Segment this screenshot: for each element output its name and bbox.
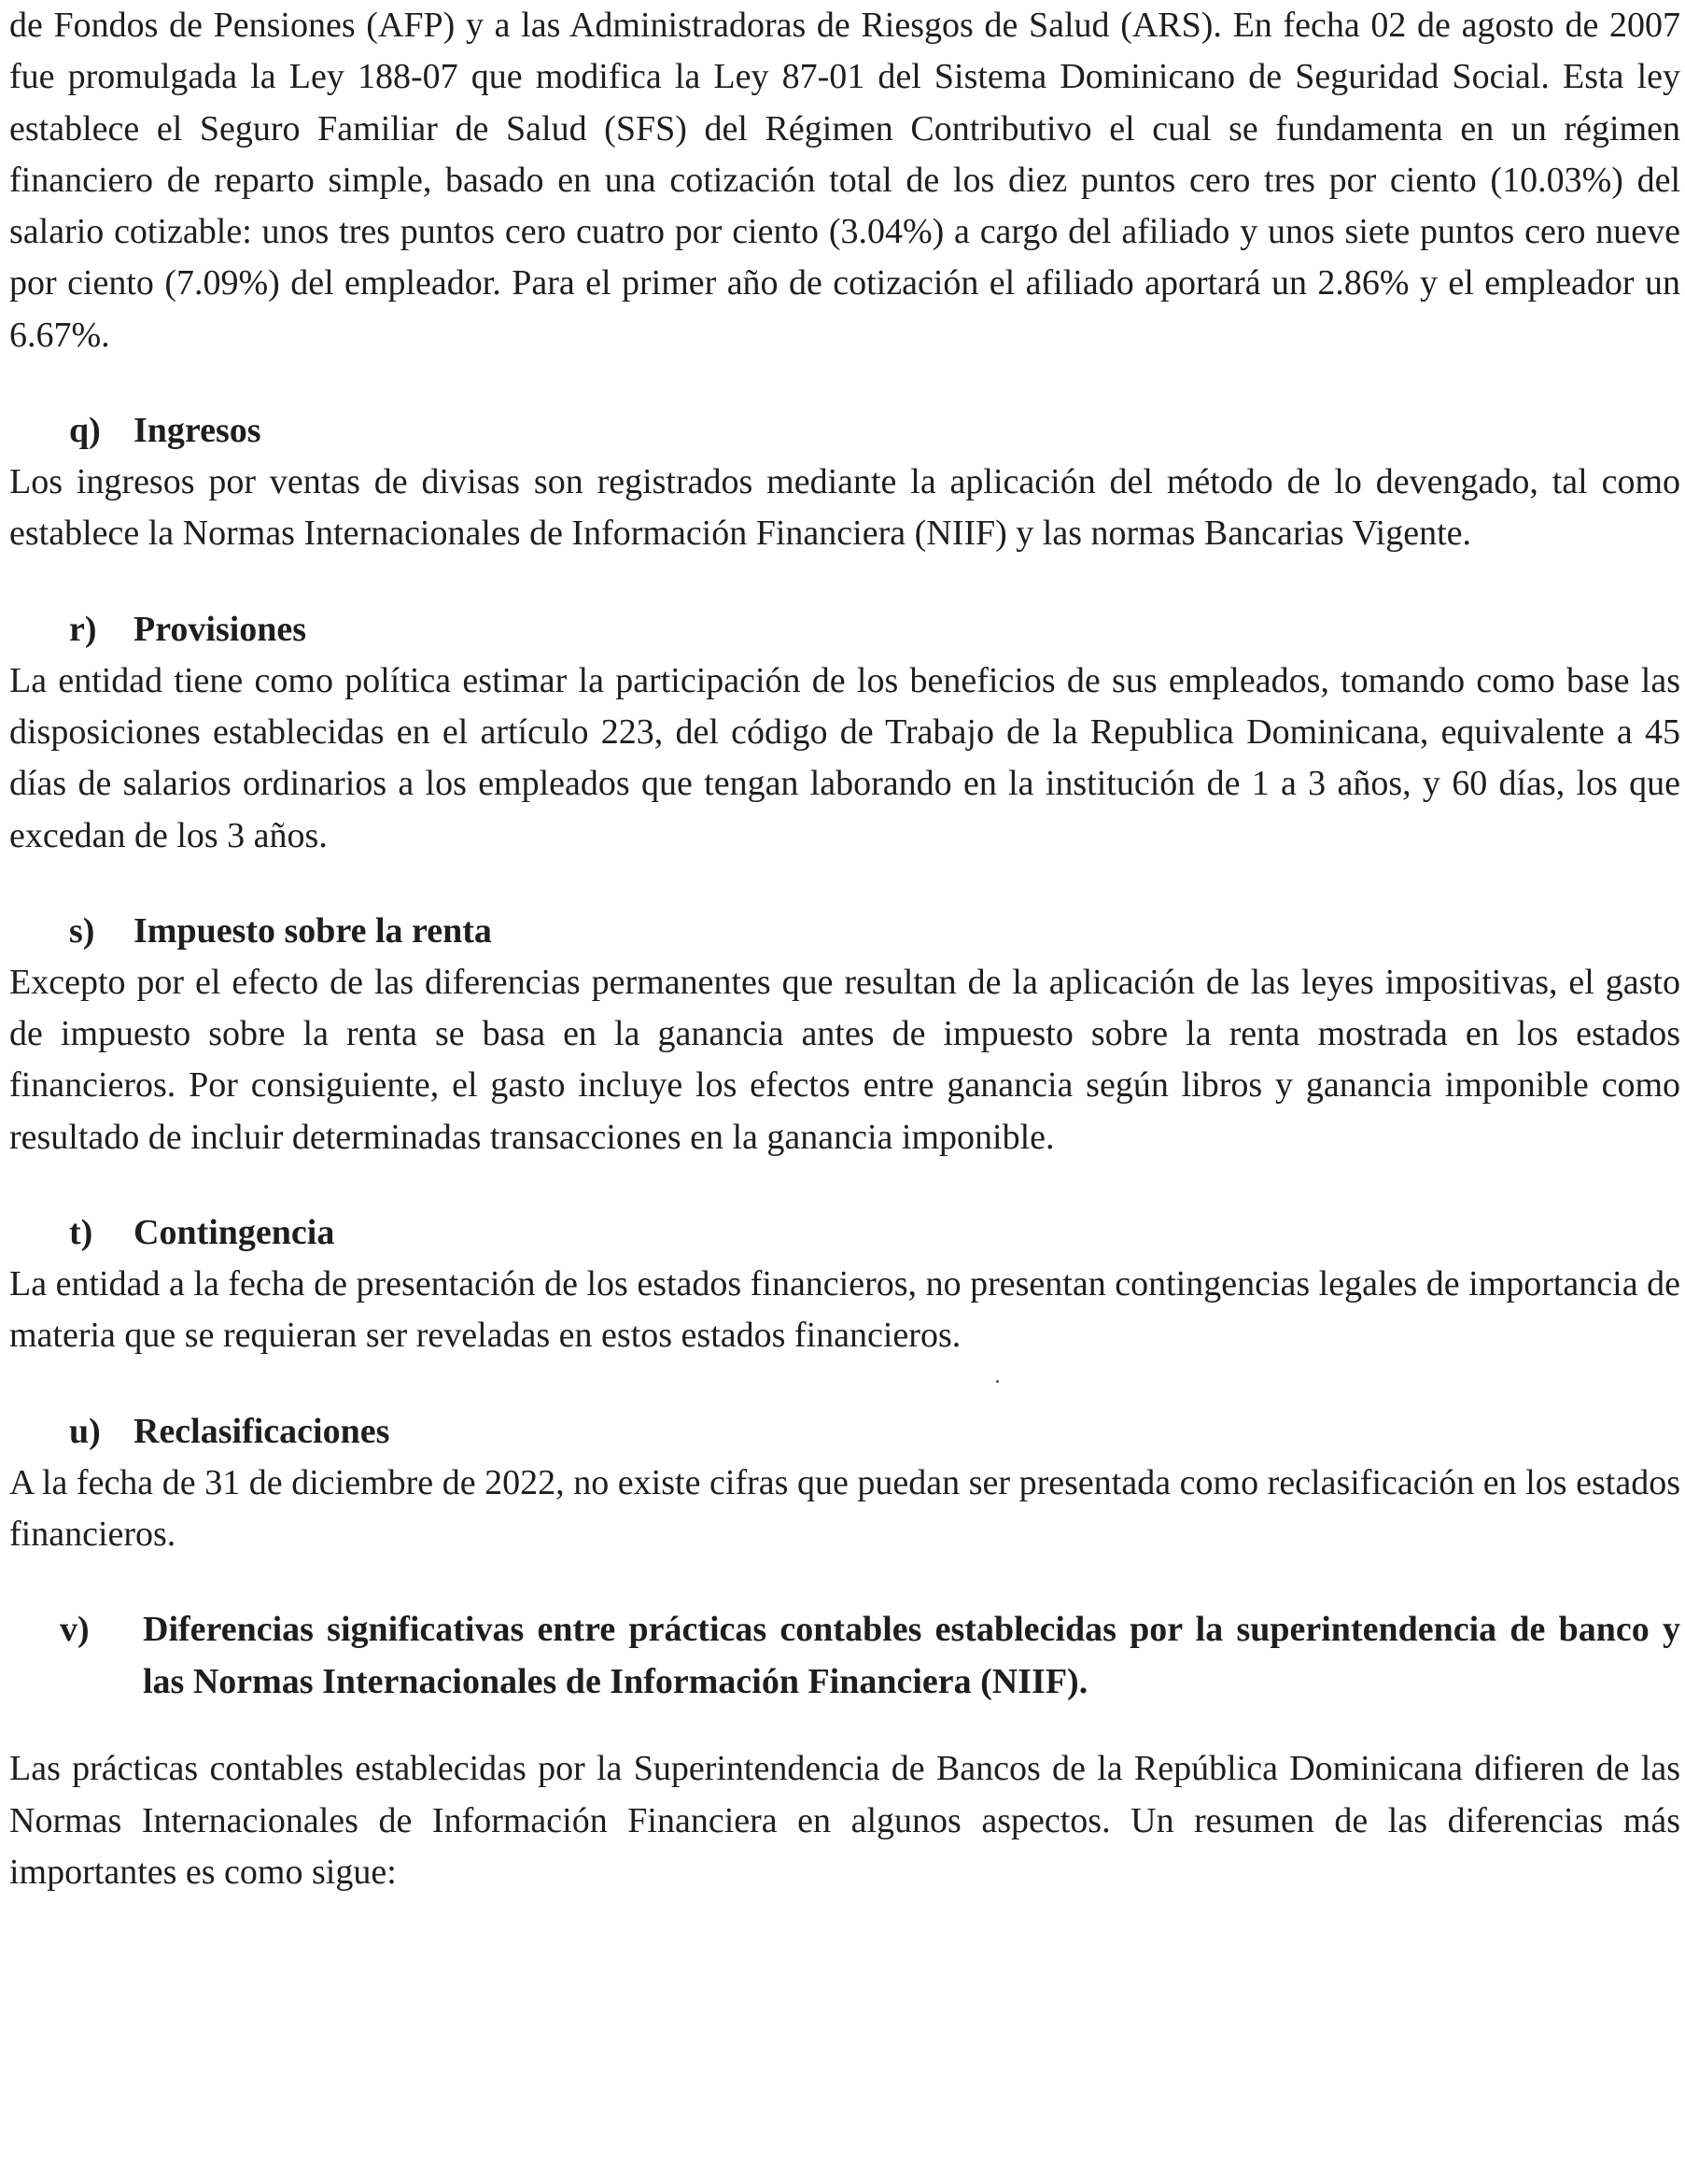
section-v (9, 1603, 1680, 1898)
section-title: Impuesto sobre la renta (133, 910, 492, 951)
section-body: Los ingresos por ventas de divisas son registrados mediante la aplicación del método de lo devengado, tal como establece la Normas Internacionales de Información Financiera (NIIF) y las normas Bancarias Vigente. (9, 462, 1680, 554)
section-letter: t) (69, 1213, 93, 1253)
section-letter: s) (69, 910, 95, 951)
section-heading (9, 603, 1680, 655)
section-letter: q) (69, 411, 101, 451)
section-title: Diferencias significativas entre prácticas contables establecidas por la superintendencia de banco y las Normas Internacionales de Información Financiera (NIIF). (143, 1610, 1680, 1702)
document-page (9, 0, 1680, 1898)
section-heading (9, 1206, 1680, 1259)
scan-speck (996, 1380, 999, 1383)
intro-paragraph: de Fondos de Pensiones (AFP) y a las Administradoras de Riesgos de Salud (ARS). En fecha 02 de agosto de 2007 fue promulgada la Ley 188-07 que modifica la Ley 87-01 del Sistema Dominicano de Seguridad Social. Esta ley establece el Seguro Familiar de Salud (SFS) del Régimen Contributivo el cual se fundamenta en un régimen financiero de reparto simple, basado en una cotización total de los diez puntos cero tres por ciento (10.03%) del salario cotizable: unos tres puntos cero cuatro por ciento (3.04%) a cargo del afiliado y unos siete puntos cero nueve por ciento (7.09%) del empleador. Para el primer año de cotización el afiliado aportará un 2.86% y el empleador un 6.67%. (9, 6, 1680, 355)
section-title: Ingresos (133, 411, 261, 451)
section-body: La entidad a la fecha de presentación de los estados financieros, no presentan contingencias legales de importancia de materia que se requieran ser reveladas en estos estados financieros. (9, 1264, 1680, 1356)
section-letter: v) (60, 1610, 90, 1650)
section-heading (9, 905, 1680, 957)
section-u (9, 1405, 1680, 1561)
section-body: Las prácticas contables establecidas por la Superintendencia de Bancos de la República Dominicana difieren de las Normas Internacionales de Información Financiera en algunos aspectos. Un resumen de las diferencias más importantes es como sigue: (9, 1749, 1680, 1892)
section-body: A la fecha de 31 de diciembre de 2022, no existe cifras que puedan ser presentada como reclasificación en los estados financieros. (9, 1462, 1680, 1554)
section-q (9, 404, 1680, 560)
section-title: Reclasificaciones (133, 1411, 390, 1451)
section-s (9, 905, 1680, 1163)
section-body: Excepto por el efecto de las diferencias permanentes que resultan de la aplicación de las leyes impositivas, el gasto de impuesto sobre la renta se basa en la ganancia antes de impuesto sobre la renta mostrada en los estados financieros. Por consiguiente, el gasto incluye los efectos entre ganancia según libros y ganancia imponible como resultado de incluir determinadas transacciones en la ganancia imponible. (9, 962, 1680, 1157)
section-r (9, 603, 1680, 862)
section-letter: u) (69, 1411, 101, 1451)
section-heading (9, 1405, 1680, 1458)
section-body: La entidad tiene como política estimar la participación de los beneficios de sus empleados, tomando como base las disposiciones establecidas en el artículo 223, del código de Trabajo de la Republica Dominicana, equivalente a 45 días de salarios ordinarios a los empleados que tengan laborando en la institución de 1 a 3 años, y 60 días, los que excedan de los 3 años. (9, 660, 1680, 855)
section-t (9, 1206, 1680, 1362)
section-heading (9, 1603, 1680, 1708)
section-letter: r) (69, 609, 97, 649)
section-heading (9, 404, 1680, 457)
section-title: Contingencia (133, 1213, 335, 1253)
section-title: Provisiones (133, 609, 307, 649)
